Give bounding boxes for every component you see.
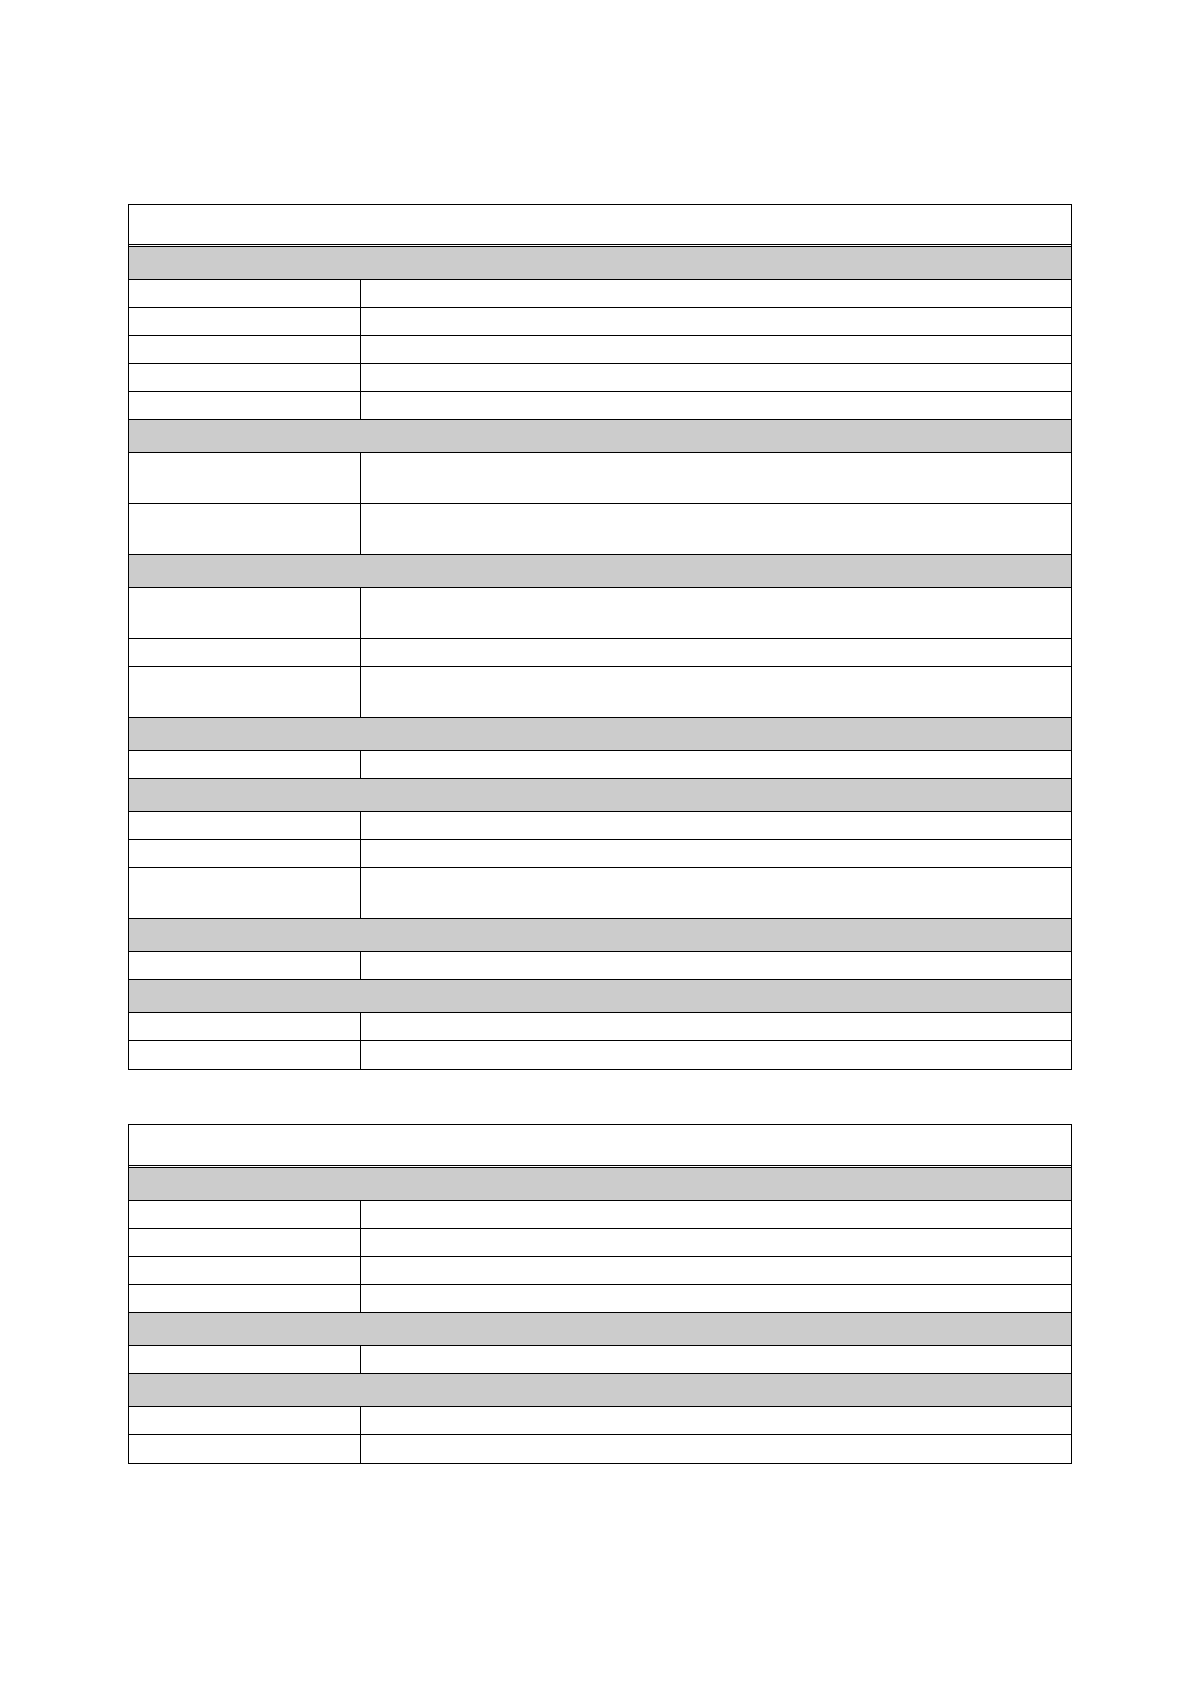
table-row [129, 1346, 1071, 1374]
row-label [129, 751, 361, 778]
row-label [129, 1257, 361, 1284]
row-label [129, 280, 361, 307]
table-row [129, 751, 1071, 779]
row-label [129, 1435, 361, 1463]
row-value [361, 588, 1071, 638]
row-label [129, 1041, 361, 1069]
table-row [129, 1435, 1071, 1463]
row-label [129, 392, 361, 419]
row-value [361, 1201, 1071, 1228]
table-row [129, 392, 1071, 420]
row-label [129, 1229, 361, 1256]
form-table-2 [128, 1124, 1072, 1464]
row-value [361, 1407, 1071, 1434]
row-value [361, 392, 1071, 419]
table-row [129, 1229, 1071, 1257]
row-value [361, 868, 1071, 918]
row-value [361, 453, 1071, 503]
row-value [361, 1435, 1071, 1463]
table-row [129, 336, 1071, 364]
row-label [129, 336, 361, 363]
row-label [129, 1407, 361, 1434]
section-header [129, 555, 1071, 588]
row-value [361, 504, 1071, 554]
table-row [129, 280, 1071, 308]
row-label [129, 1285, 361, 1312]
row-value [361, 840, 1071, 867]
table-row [129, 1285, 1071, 1313]
row-value [361, 336, 1071, 363]
row-label [129, 504, 361, 554]
row-value [361, 639, 1071, 666]
row-label [129, 667, 361, 717]
row-value [361, 667, 1071, 717]
table-row [129, 588, 1071, 639]
table-row [129, 1013, 1071, 1041]
section-header [129, 980, 1071, 1013]
row-value [361, 1285, 1071, 1312]
row-label [129, 364, 361, 391]
row-value [361, 1346, 1071, 1373]
row-label [129, 639, 361, 666]
form-title [129, 205, 1071, 221]
row-label [129, 453, 361, 503]
table-row [129, 868, 1071, 919]
section-header [129, 1168, 1071, 1201]
row-value [361, 1013, 1071, 1040]
form-table-1 [128, 204, 1072, 1070]
row-label [129, 952, 361, 979]
form-title-row [129, 1125, 1071, 1168]
row-label [129, 1201, 361, 1228]
row-label [129, 868, 361, 918]
row-label [129, 812, 361, 839]
row-value [361, 364, 1071, 391]
section-header [129, 420, 1071, 453]
section-header [129, 718, 1071, 751]
row-value [361, 1257, 1071, 1284]
table-row [129, 639, 1071, 667]
table-row [129, 1201, 1071, 1229]
row-label [129, 308, 361, 335]
row-value [361, 1229, 1071, 1256]
table-row [129, 812, 1071, 840]
form-title [129, 1125, 1071, 1141]
row-value [361, 1041, 1071, 1069]
section-header [129, 1374, 1071, 1407]
table-row [129, 453, 1071, 504]
row-label [129, 840, 361, 867]
table-row [129, 364, 1071, 392]
section-header [129, 779, 1071, 812]
table-row [129, 1407, 1071, 1435]
row-label [129, 588, 361, 638]
section-header [129, 1313, 1071, 1346]
table-row [129, 1041, 1071, 1069]
form-title-row [129, 205, 1071, 247]
table-row [129, 308, 1071, 336]
table-row [129, 952, 1071, 980]
section-header [129, 919, 1071, 952]
section-header [129, 247, 1071, 280]
row-value [361, 280, 1071, 307]
row-label [129, 1013, 361, 1040]
table-row [129, 504, 1071, 555]
row-value [361, 751, 1071, 778]
row-value [361, 952, 1071, 979]
table-row [129, 667, 1071, 718]
row-value [361, 812, 1071, 839]
row-label [129, 1346, 361, 1373]
row-value [361, 308, 1071, 335]
table-row [129, 1257, 1071, 1285]
table-row [129, 840, 1071, 868]
